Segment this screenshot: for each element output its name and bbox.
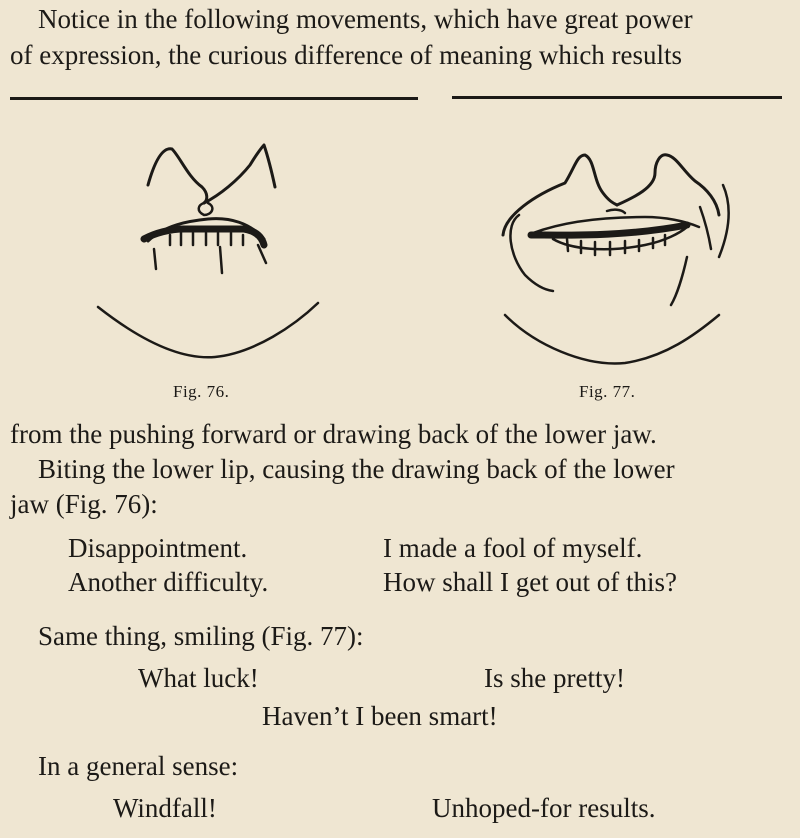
- figure-77-caption: Fig. 77.: [579, 382, 636, 401]
- body-line-1: from the pushing forward or drawing back of the lower jaw.: [10, 419, 657, 449]
- figure-76-caption: Fig. 76.: [173, 382, 230, 401]
- smiling-center: Haven’t I been smart!: [262, 701, 498, 731]
- general-heading: In a general sense:: [38, 751, 239, 781]
- biting-left-2: Another difficulty.: [68, 567, 269, 597]
- intro-line-2: of expression, the curious difference of meaning which results: [10, 40, 683, 70]
- general-left: Windfall!: [113, 793, 217, 823]
- body-line-2: Biting the lower lip, causing the drawing back of the lower: [38, 454, 675, 484]
- general-right: Unhoped-for results.: [432, 793, 656, 823]
- smiling-right: Is she pretty!: [484, 663, 625, 693]
- biting-right-2: How shall I get out of this?: [383, 567, 677, 597]
- biting-left-1: Disappointment.: [68, 533, 248, 563]
- intro-line-1: Notice in the following movements, which have great power: [38, 4, 693, 34]
- figure-77-illustration: [495, 145, 755, 375]
- smiling-heading: Same thing, smiling (Fig. 77):: [38, 621, 364, 651]
- divider-left: [10, 97, 418, 100]
- biting-right-1: I made a fool of myself.: [383, 533, 643, 563]
- figure-76-illustration: [80, 135, 330, 375]
- divider-right: [452, 96, 782, 99]
- smiling-left: What luck!: [138, 663, 259, 693]
- body-line-3: jaw (Fig. 76):: [10, 489, 158, 519]
